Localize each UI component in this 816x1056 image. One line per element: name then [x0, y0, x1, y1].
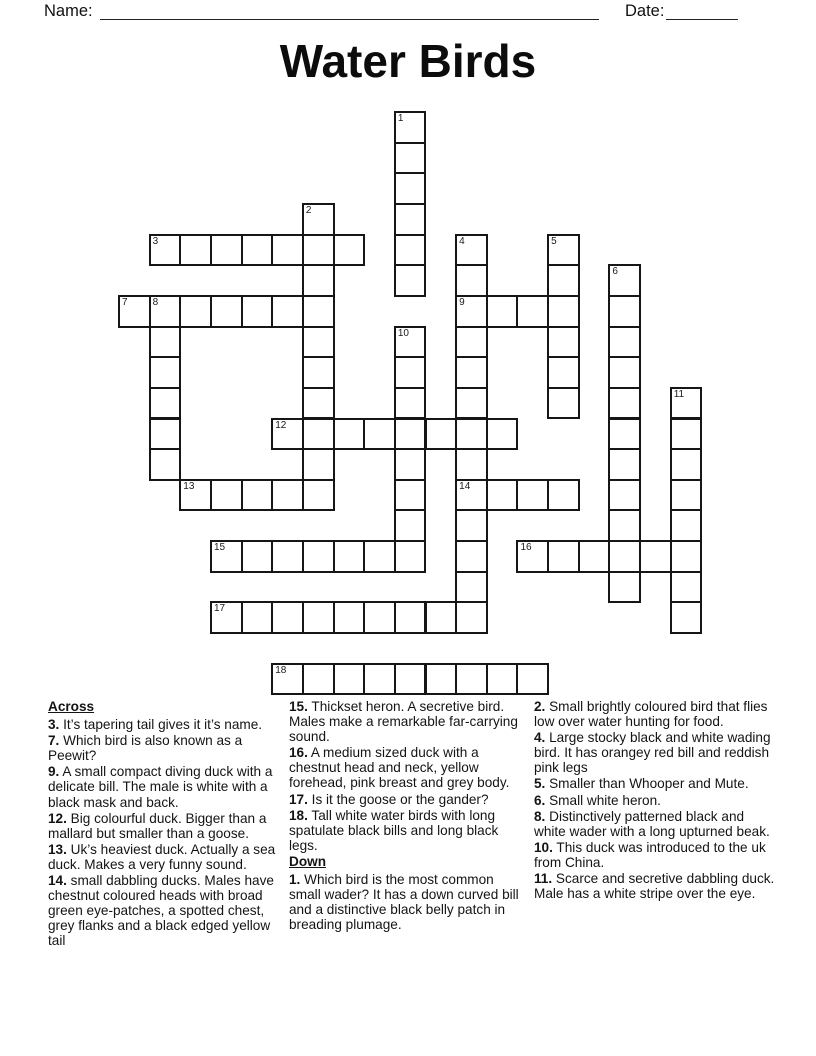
grid-cell-r14c18[interactable]: [670, 540, 703, 573]
cell-number-6: 6: [612, 266, 618, 278]
grid-cell-r16c5[interactable]: [271, 601, 304, 634]
cell-number-15: 15: [213, 542, 226, 554]
grid-cell-r9c11[interactable]: [455, 387, 488, 420]
clue-number: 11.: [534, 871, 553, 887]
clue-2: 2. Small brightly coloured bird that flies low over water hunting for food.: [534, 699, 768, 730]
grid-cell-r6c1[interactable]: [149, 295, 182, 328]
grid-cell-r14c7[interactable]: [333, 540, 366, 573]
grid-cell-r8c9[interactable]: [394, 356, 427, 389]
grid-cell-r10c18[interactable]: [670, 418, 703, 451]
grid-cell-r12c14[interactable]: [547, 479, 580, 512]
grid-cell-r13c9[interactable]: [394, 509, 427, 542]
clue-16: 16. A medium sized duck with a chestnut head and neck, yellow forehead, pink breast and grey body.: [289, 745, 510, 791]
grid-cell-r10c11[interactable]: [455, 418, 488, 451]
cell-number-10: 10: [397, 327, 409, 339]
clue-column-3: [534, 699, 776, 902]
clue-number: 6.: [534, 792, 546, 808]
grid-cell-r5c14[interactable]: [547, 264, 580, 297]
grid-cell-r18c11[interactable]: [455, 663, 488, 696]
grid-cell-r12c3[interactable]: [210, 479, 243, 512]
clue-number: 12.: [48, 810, 67, 826]
clue-18: 18. Tall white water birds with long spatulate black bills and long black legs.: [289, 807, 499, 853]
grid-cell-r15c18[interactable]: [670, 571, 703, 604]
grid-cell-r18c5[interactable]: [271, 663, 304, 696]
clue-8: 8. Distinctively patterned black and white wader with a long upturned beak.: [534, 808, 770, 839]
clue-14: 14. small dabbling ducks. Males have chestnut coloured heads with broad green eye-patches, a spotted chest, grey flanks and a black edged yellow tail: [48, 873, 274, 949]
grid-cell-r4c1[interactable]: [149, 234, 182, 267]
clue-11: 11. Scarce and secretive dabbling duck. Male has a white stripe over the eye.: [534, 871, 775, 902]
grid-cell-r16c18[interactable]: [670, 601, 703, 634]
cell-number-5: 5: [551, 235, 557, 247]
across-header: Across: [48, 699, 95, 714]
grid-cell-r4c9[interactable]: [394, 234, 427, 267]
grid-cell-r6c13[interactable]: [516, 295, 549, 328]
grid-cell-r10c8[interactable]: [363, 418, 396, 451]
grid-cell-r11c6[interactable]: [302, 448, 335, 481]
grid-cell-r9c9[interactable]: [394, 387, 427, 420]
grid-cell-r10c6[interactable]: [302, 418, 335, 451]
grid-cell-r14c11[interactable]: [455, 540, 488, 573]
grid-cell-r18c10[interactable]: [425, 663, 458, 696]
clue-9: 9. A small compact diving duck with a delicate bill. The male is white with a black mask and back.: [48, 764, 273, 810]
grid-cell-r9c18[interactable]: [670, 387, 703, 420]
grid-cell-r11c9[interactable]: [394, 448, 427, 481]
grid-cell-r6c3[interactable]: [210, 295, 243, 328]
grid-cell-r6c11[interactable]: [455, 295, 488, 328]
grid-cell-r10c9[interactable]: [394, 418, 427, 451]
cell-number-8: 8: [152, 296, 159, 308]
grid-cell-r7c9[interactable]: [394, 326, 427, 359]
grid-cell-r12c6[interactable]: [302, 479, 335, 512]
grid-cell-r4c4[interactable]: [241, 234, 274, 267]
grid-cell-r11c18[interactable]: [670, 448, 703, 481]
grid-cell-r15c16[interactable]: [608, 571, 641, 604]
grid-cell-r9c14[interactable]: [547, 387, 580, 420]
grid-cell-r13c16[interactable]: [608, 509, 641, 542]
page-title: Water Birds: [279, 35, 537, 87]
grid-cell-r14c4[interactable]: [241, 540, 274, 573]
clue-number: 14.: [48, 873, 67, 889]
grid-cell-r4c7[interactable]: [333, 234, 366, 267]
grid-cell-r9c1[interactable]: [149, 387, 182, 420]
cell-number-1: 1: [397, 113, 404, 124]
cell-number-11: 11: [673, 388, 685, 400]
grid-cell-r7c14[interactable]: [547, 326, 580, 359]
cell-number-14: 14: [459, 480, 471, 492]
cell-number-9: 9: [459, 296, 465, 308]
grid-cell-r13c11[interactable]: [455, 509, 488, 542]
clue-7: 7. Which bird is also known as a Peewit?: [48, 733, 243, 764]
clue-3: 3. It’s tapering tail gives it it’s name.: [48, 717, 263, 733]
grid-cell-r16c4[interactable]: [241, 601, 274, 634]
grid-cell-r4c5[interactable]: [271, 234, 304, 267]
grid-cell-r6c0[interactable]: [118, 295, 151, 328]
grid-cell-r14c5[interactable]: [271, 540, 304, 573]
grid-cell-r12c5[interactable]: [271, 479, 304, 512]
grid-cell-r8c14[interactable]: [547, 356, 580, 389]
grid-cell-r10c12[interactable]: [486, 418, 519, 451]
grid-cell-r12c12[interactable]: [486, 479, 519, 512]
grid-cell-r7c11[interactable]: [455, 326, 488, 359]
grid-cell-r8c6[interactable]: [302, 356, 335, 389]
grid-cell-r11c11[interactable]: [455, 448, 488, 481]
date-label: Date:: [625, 2, 665, 20]
grid-cell-r6c16[interactable]: [608, 295, 641, 328]
grid-cell-r16c3[interactable]: [210, 601, 243, 634]
clue-number: 4.: [534, 730, 546, 746]
grid-cell-r12c18[interactable]: [670, 479, 703, 512]
grid-cell-r14c9[interactable]: [394, 540, 427, 573]
grid-cell-r18c8[interactable]: [363, 663, 396, 696]
grid-cell-r3c9[interactable]: [394, 203, 427, 236]
grid-cell-r18c6[interactable]: [302, 663, 335, 696]
clue-number: 16.: [289, 745, 308, 761]
grid-cell-r14c3[interactable]: [210, 540, 243, 573]
grid-cell-r11c1[interactable]: [149, 448, 182, 481]
cell-number-3: 3: [152, 235, 159, 247]
grid-cell-r6c2[interactable]: [179, 295, 212, 328]
clue-15: 15. Thickset heron. A secretive bird. Males make a remarkable far-carrying sound.: [289, 699, 518, 745]
clue-6: 6. Small white heron.: [534, 792, 661, 808]
grid-cell-r7c16[interactable]: [608, 326, 641, 359]
grid-cell-r4c14[interactable]: [547, 234, 580, 267]
clue-number: 5.: [534, 776, 546, 792]
grid-cell-r18c12[interactable]: [486, 663, 519, 696]
grid-cell-r5c11[interactable]: [455, 264, 488, 297]
grid-cell-r15c11[interactable]: [455, 571, 488, 604]
grid-cell-r16c8[interactable]: [363, 601, 396, 634]
clue-4: 4. Large stocky black and white wading bird. It has orangey red bill and reddish pink legs: [534, 730, 771, 776]
clue-number: 13.: [48, 841, 67, 857]
date-input-line[interactable]: [666, 2, 738, 20]
grid-cell-r14c14[interactable]: [547, 540, 580, 573]
grid-cell-r14c13[interactable]: [516, 540, 549, 573]
grid-cell-r14c15[interactable]: [578, 540, 611, 573]
grid-cell-r4c11[interactable]: [455, 234, 488, 267]
clue-12: 12. Big colourful duck. Bigger than a mallard but smaller than a goose.: [48, 810, 267, 841]
grid-cell-r11c16[interactable]: [608, 448, 641, 481]
grid-cell-r13c18[interactable]: [670, 509, 703, 542]
grid-cell-r10c5[interactable]: [271, 418, 304, 451]
grid-cell-r12c16[interactable]: [608, 479, 641, 512]
grid-cell-r18c9[interactable]: [394, 663, 427, 696]
cell-number-7: 7: [122, 296, 128, 308]
grid-cell-r16c7[interactable]: [333, 601, 366, 634]
grid-cell-r12c11[interactable]: [455, 479, 488, 512]
grid-cell-r14c16[interactable]: [608, 540, 641, 573]
grid-cell-r6c5[interactable]: [271, 295, 304, 328]
clue-10: 10. This duck was introduced to the uk from China.: [534, 839, 766, 870]
grid-cell-r8c16[interactable]: [608, 356, 641, 389]
clue-number: 1.: [289, 872, 301, 888]
cell-number-13: 13: [183, 480, 195, 492]
grid-cell-r12c13[interactable]: [516, 479, 549, 512]
grid-cell-r10c7[interactable]: [333, 418, 366, 451]
grid-cell-r8c11[interactable]: [455, 356, 488, 389]
cell-number-18: 18: [275, 664, 287, 676]
grid-cell-r6c12[interactable]: [486, 295, 519, 328]
clue-number: 7.: [48, 733, 60, 749]
grid-cell-r14c17[interactable]: [639, 540, 672, 573]
clue-1: 1. Which bird is the most common small wader? It has a down curved bill and a distinctive black belly patch in breading plumage.: [289, 872, 519, 933]
grid-cell-r16c9[interactable]: [394, 601, 427, 634]
grid-cell-r4c3[interactable]: [210, 234, 243, 267]
clue-number: 15.: [289, 699, 308, 714]
grid-cell-r6c6[interactable]: [302, 295, 335, 328]
grid-cell-r16c11[interactable]: [455, 601, 488, 634]
clue-number: 10.: [534, 839, 553, 855]
grid-cell-r12c9[interactable]: [394, 479, 427, 512]
cell-number-4: 4: [459, 235, 465, 247]
grid-cell-r7c1[interactable]: [149, 326, 182, 359]
clue-17: 17. Is it the goose or the gander?: [289, 791, 489, 807]
grid-cell-r16c10[interactable]: [425, 601, 458, 634]
grid-cell-r18c7[interactable]: [333, 663, 366, 696]
name-input-line[interactable]: [100, 2, 599, 20]
grid-cell-r12c2[interactable]: [179, 479, 212, 512]
grid-cell-r14c6[interactable]: [302, 540, 335, 573]
name-label: Name:: [44, 2, 93, 20]
grid-cell-r8c1[interactable]: [149, 356, 182, 389]
grid-cell-r10c1[interactable]: [149, 418, 182, 451]
grid-cell-r5c9[interactable]: [394, 264, 427, 297]
clue-number: 2.: [534, 699, 546, 714]
grid-cell-r9c16[interactable]: [608, 387, 641, 420]
grid-cell-r2c9[interactable]: [394, 172, 427, 205]
grid-cell-r12c4[interactable]: [241, 479, 274, 512]
grid-cell-r9c6[interactable]: [302, 387, 335, 420]
grid-cell-r4c6[interactable]: [302, 234, 335, 267]
grid-cell-r14c8[interactable]: [363, 540, 396, 573]
cell-number-12: 12: [275, 419, 287, 431]
clue-13: 13. Uk’s heaviest duck. Actually a sea duck. Makes a very funny sound.: [48, 841, 276, 872]
clue-number: 18.: [289, 807, 308, 823]
clue-number: 17.: [289, 791, 308, 807]
down-header: Down: [289, 853, 326, 869]
grid-cell-r10c16[interactable]: [608, 418, 641, 451]
clue-column-2: [289, 699, 529, 933]
grid-cell-r18c13[interactable]: [516, 663, 549, 696]
clue-column-1: [48, 699, 286, 950]
clue-number: 9.: [48, 764, 60, 780]
grid-cell-r1c9[interactable]: [394, 142, 427, 175]
cell-number-16: 16: [520, 542, 532, 554]
grid-cell-r5c6[interactable]: [302, 264, 335, 297]
clue-5: 5. Smaller than Whooper and Mute.: [534, 776, 749, 792]
clue-number: 8.: [534, 808, 546, 824]
grid-cell-r3c6[interactable]: [302, 203, 335, 236]
grid-cell-r6c14[interactable]: [547, 295, 580, 328]
grid-cell-r0c9[interactable]: [394, 111, 427, 144]
grid-cell-r4c2[interactable]: [179, 234, 212, 267]
clue-number: 3.: [48, 717, 60, 733]
grid-cell-r5c16[interactable]: [608, 264, 641, 297]
grid-cell-r10c10[interactable]: [425, 418, 458, 451]
grid-cell-r16c6[interactable]: [302, 601, 335, 634]
grid-cell-r7c6[interactable]: [302, 326, 335, 359]
cell-number-2: 2: [305, 204, 312, 216]
grid-cell-r6c4[interactable]: [241, 295, 274, 328]
cell-number-17: 17: [213, 603, 226, 615]
